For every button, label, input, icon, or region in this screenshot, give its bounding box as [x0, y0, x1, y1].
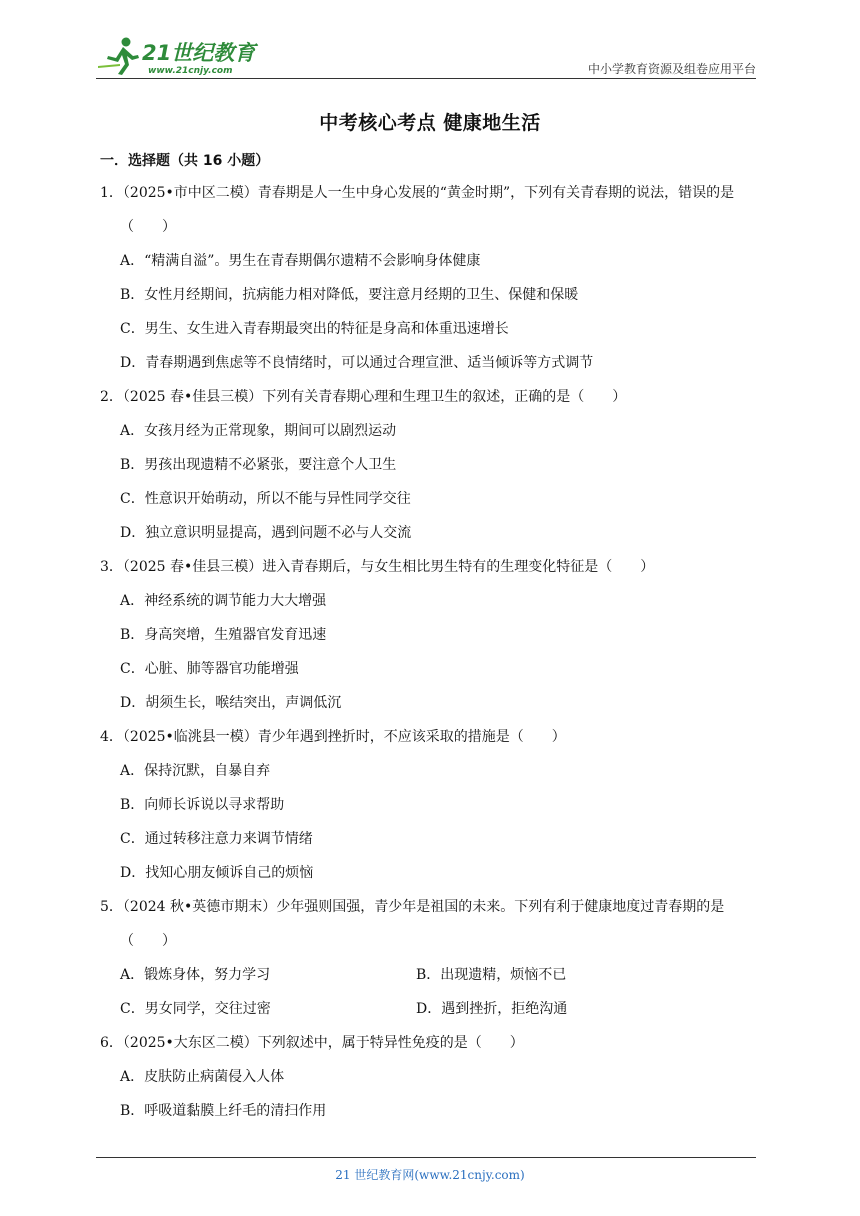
option-d: D．青春期遇到焦虑等不良情绪时，可以通过合理宣泄、适当倾诉等方式调节 [120, 355, 594, 371]
footer-divider [96, 1157, 756, 1158]
option-b: B．向师长诉说以寻求帮助 [120, 797, 285, 813]
option-c: C．男生、女生进入青春期最突出的特征是身高和体重迅速增长 [120, 321, 509, 337]
platform-name: 中小学教育资源及组卷应用平台 [587, 62, 756, 76]
option-c: C．男女同学，交往过密 [120, 1001, 271, 1017]
question-stem: 2．（2025 春•佳县三模）下列有关青春期心理和生理卫生的叙述，正确的是（ ） [100, 389, 627, 405]
question-stem: 1．（2025•市中区二模）青春期是人一生中身心发展的“黄金时期”，下列有关青春期的说法，错误的是（ ） [100, 185, 735, 235]
option-b: B．男孩出现遗精不必紧张，要注意个人卫生 [120, 457, 397, 473]
question-stem: 4．（2025•临洮县一模）青少年遇到挫折时，不应该采取的措施是（ ） [100, 729, 566, 745]
runner-icon [98, 38, 139, 76]
question-stem: 5．（2024 秋•英德市期末）少年强则国强，青少年是祖国的未来。下列有利于健康地度过青春期的是（ ） [100, 899, 725, 949]
question-4 [100, 720, 765, 890]
section-heading: 一．选择题（共 16 小题） [100, 153, 270, 169]
option-b: B．身高突增，生殖器官发育迅速 [120, 627, 327, 643]
header-divider [96, 78, 756, 79]
logo-sub-text: www.21cnjy.com [148, 66, 233, 76]
option-a: A．皮肤防止病菌侵入人体 [120, 1069, 285, 1085]
logo-main-text: 21世纪教育 [142, 41, 256, 65]
option-a: A．锻炼身体，努力学习 [120, 967, 271, 983]
question-stem: 6．（2025•大东区二模）下列叙述中，属于特异性免疫的是（ ） [100, 1035, 524, 1051]
question-3 [100, 550, 765, 720]
option-a: A．神经系统的调节能力大大增强 [120, 593, 327, 609]
option-c: C．心脏、肺等器官功能增强 [120, 661, 299, 677]
question-list [100, 176, 765, 1128]
question-stem: 3．（2025 春•佳县三模）进入青春期后，与女生相比男生特有的生理变化特征是（ ） [100, 559, 655, 575]
option-row [100, 992, 765, 1026]
page-footer[interactable]: 21 世纪教育网(www.21cnjy.com) [335, 1168, 525, 1182]
page-title: 中考核心考点 健康地生活 [319, 112, 541, 134]
question-6 [100, 1026, 765, 1128]
option-a: A．“精满自溢”。男生在青春期偶尔遗精不会影响身体健康 [120, 253, 481, 269]
question-5 [100, 890, 765, 1026]
option-d: D．找知心朋友倾诉自己的烦恼 [120, 865, 314, 881]
page-header [96, 34, 756, 78]
option-a: A．保持沉默，自暴自弃 [120, 763, 271, 779]
option-c: C．通过转移注意力来调节情绪 [120, 831, 313, 847]
option-b: B．女性月经期间，抗病能力相对降低，要注意月经期的卫生、保健和保暖 [120, 287, 579, 303]
option-d: D．独立意识明显提高，遇到问题不必与人交流 [120, 525, 412, 541]
question-1 [100, 176, 765, 380]
option-d: D．胡须生长，喉结突出，声调低沉 [120, 695, 342, 711]
option-a: A．女孩月经为正常现象，期间可以剧烈运动 [120, 423, 397, 439]
option-b: B．出现遗精，烦恼不已 [416, 967, 567, 983]
option-row [100, 958, 765, 992]
question-2 [100, 380, 765, 550]
logo [96, 34, 266, 78]
option-d: D．遇到挫折，拒绝沟通 [416, 1001, 568, 1017]
option-b: B．呼吸道黏膜上纤毛的清扫作用 [120, 1103, 327, 1119]
option-c: C．性意识开始萌动，所以不能与异性同学交往 [120, 491, 411, 507]
